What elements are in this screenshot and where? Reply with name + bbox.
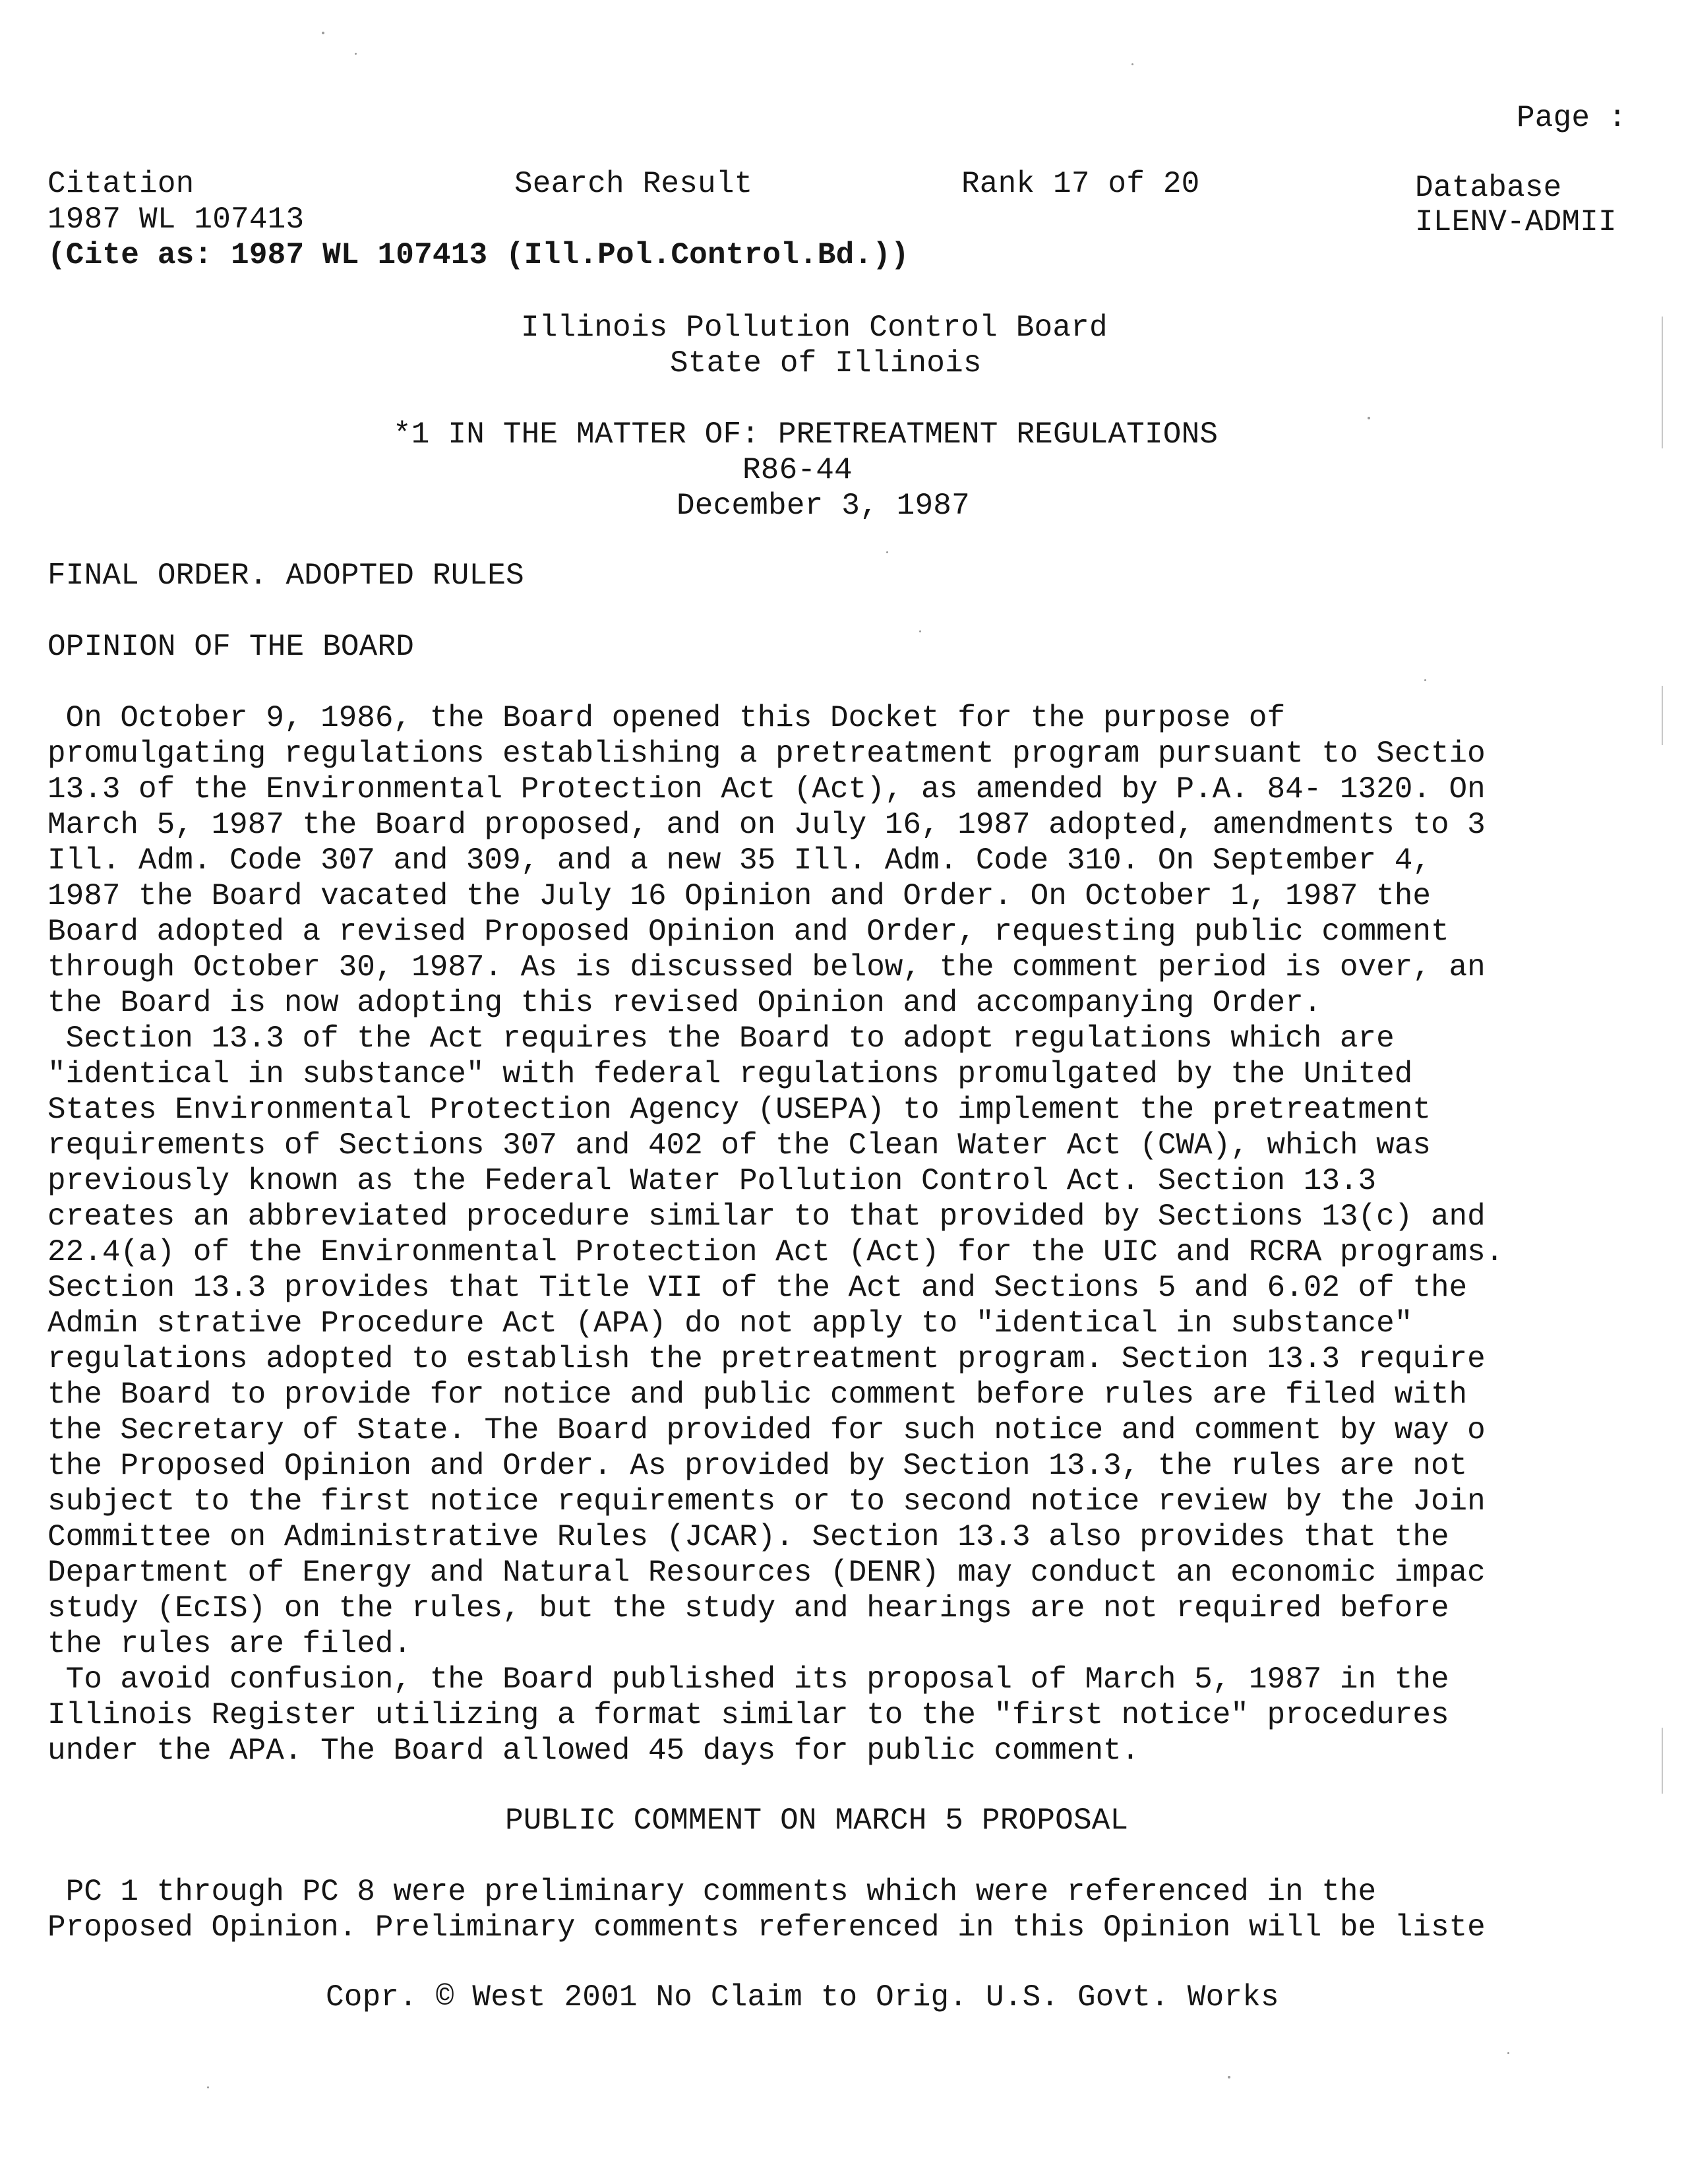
scan-speck — [322, 32, 324, 34]
database-value: ILENV-ADMII — [1415, 205, 1617, 239]
scan-speck — [355, 53, 357, 55]
scan-speck — [1424, 679, 1426, 681]
paragraph-line: subject to the first notice requirements or to second notice review by the Join — [47, 1484, 1486, 1519]
database-label: Database — [1415, 171, 1562, 205]
paragraph-line: Committee on Administrative Rules (JCAR). Section 13.3 also provides that the — [47, 1520, 1449, 1554]
paragraph-line: Section 13.3 of the Act requires the Board to adopt regulations which are — [47, 1021, 1395, 1056]
paragraph-line: through October 30, 1987. As is discussed below, the comment period is over, an — [47, 950, 1486, 985]
paragraph-line: the Board is now adopting this revised Opinion and accompanying Order. — [47, 986, 1322, 1020]
matter-title: *1 IN THE MATTER OF: PRETREATMENT REGULATIONS — [393, 417, 1219, 452]
paragraph-line: regulations adopted to establish the pretreatment program. Section 13.3 require — [47, 1342, 1486, 1376]
citation-number: 1987 WL 107413 — [47, 202, 305, 237]
opinion-heading: OPINION OF THE BOARD — [47, 630, 415, 664]
citation-label: Citation — [47, 167, 195, 201]
paragraph-line: 1987 the Board vacated the July 16 Opinion and Order. On October 1, 1987 the — [47, 879, 1431, 913]
paragraph-line: Section 13.3 provides that Title VII of the Act and Sections 5 and 6.02 of the — [47, 1271, 1468, 1305]
scan-speck — [1368, 417, 1370, 419]
paragraph-line: the Proposed Opinion and Order. As provided by Section 13.3, the rules are not — [47, 1449, 1468, 1483]
scan-edge-mark — [1662, 317, 1663, 448]
paragraph-line: Board adopted a revised Proposed Opinion and Order, requesting public comment — [47, 915, 1449, 949]
decision-date: December 3, 1987 — [677, 489, 970, 523]
paragraph-line: March 5, 1987 the Board proposed, and on July 16, 1987 adopted, amendments to 3 — [47, 808, 1486, 842]
paragraph-line: promulgating regulations establishing a pretreatment program pursuant to Sectio — [47, 737, 1486, 771]
paragraph-line: Ill. Adm. Code 307 and 309, and a new 35 Ill. Adm. Code 310. On September 4, — [47, 843, 1431, 878]
paragraph-line: the rules are filed. — [47, 1627, 412, 1661]
scan-edge-mark — [1662, 1728, 1663, 1794]
paragraph-line: the Secretary of State. The Board provided for such notice and comment by way o — [47, 1413, 1486, 1447]
scan-speck — [1228, 2076, 1230, 2078]
paragraph-line: On October 9, 1986, the Board opened this Docket for the purpose of — [47, 701, 1286, 735]
search-result-label: Search Result — [514, 167, 753, 201]
paragraph-line: PC 1 through PC 8 were preliminary comments which were referenced in the — [47, 1875, 1377, 1909]
paragraph-line: Proposed Opinion. Preliminary comments referenced in this Opinion will be liste — [47, 1910, 1486, 1945]
scan-speck — [886, 551, 888, 553]
paragraph-line: the Board to provide for notice and public comment before rules are filed with — [47, 1378, 1468, 1412]
paragraph-line: 22.4(a) of the Environmental Protection Act (Act) for the UIC and RCRA programs. — [47, 1235, 1504, 1269]
public-comment-heading: PUBLIC COMMENT ON MARCH 5 PROPOSAL — [505, 1804, 1129, 1838]
page-number: Page : — [1517, 101, 1627, 135]
paragraph-line: "identical in substance" with federal regulations promulgated by the United — [47, 1057, 1413, 1091]
board-name: Illinois Pollution Control Board — [521, 311, 1108, 345]
paragraph-line: To avoid confusion, the Board published its proposal of March 5, 1987 in the — [47, 1662, 1449, 1697]
paragraph-line: Illinois Register utilizing a format similar to the "first notice" procedures — [47, 1698, 1449, 1732]
paragraph-line: Department of Energy and Natural Resources (DENR) may conduct an economic impac — [47, 1556, 1486, 1590]
paragraph-line: under the APA. The Board allowed 45 days for public comment. — [47, 1734, 1140, 1768]
docket-number: R86-44 — [742, 453, 853, 487]
scan-speck — [919, 630, 921, 632]
scan-speck — [207, 2086, 209, 2088]
paragraph-line: Admin strative Procedure Act (APA) do not apply to "identical in substance" — [47, 1306, 1413, 1341]
paragraph-line: previously known as the Federal Water Pollution Control Act. Section 13.3 — [47, 1164, 1377, 1198]
final-order-heading: FINAL ORDER. ADOPTED RULES — [47, 559, 524, 593]
paragraph-line: 13.3 of the Environmental Protection Act (Act), as amended by P.A. 84- 1320. On — [47, 772, 1486, 806]
state-name: State of Illinois — [670, 346, 982, 380]
scan-speck — [1131, 63, 1133, 65]
copyright-footer: Copr. © West 2001 No Claim to Orig. U.S. Govt. Works — [326, 1980, 1279, 2015]
paragraph-line: requirements of Sections 307 and 402 of the Clean Water Act (CWA), which was — [47, 1128, 1431, 1163]
cite-as: (Cite as: 1987 WL 107413 (Ill.Pol.Control.Bd.)) — [47, 238, 909, 272]
paragraph-line: States Environmental Protection Agency (USEPA) to implement the pretreatment — [47, 1093, 1431, 1127]
paragraph-line: creates an abbreviated procedure similar to that provided by Sections 13(c) and — [47, 1199, 1486, 1234]
scan-edge-mark — [1662, 686, 1663, 745]
rank-label: Rank 17 of 20 — [961, 167, 1200, 201]
paragraph-line: study (EcIS) on the rules, but the study and hearings are not required before — [47, 1591, 1449, 1625]
scan-speck — [1507, 2052, 1509, 2054]
